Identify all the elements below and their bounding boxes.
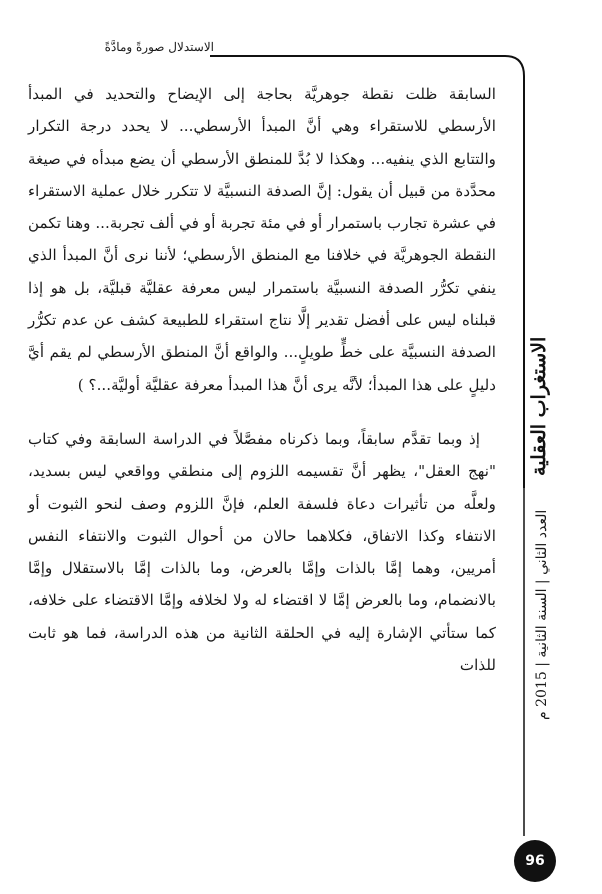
running-header: الاستدلال صورةً ومادَّةً (104, 40, 214, 54)
paragraph-2: إذ وبما تقدَّم سابقاً، وبما ذكرناه مفصَّلاً في الدراسة السابقة وفي كتاب "نهج العقل"، يظهر أنَّ تقسيمه اللزوم إلى منطقي وواقعي ليس بسديد، ولعلَّه من تأثيرات دعاة فلسفة العلم، فإنَّ اللزوم وصف لنحو الثبوت أو الانتفاء وكذا الاتفاق، فكلاهما حالان من أحوال الثبوت والانتفاء النفس أمريين، وهما إمَّا بالذات وإمَّا بالعرض، وما بالذات إمَّا بالاستقلال وإمَّا بالانضمام، وما بالعرض إمَّا لا اقتضاء له ولا لخلافه وإمَّا الاقتضاء على خلافه، كما ستأتي الإشارة إليه في الحلقة الثانية من هذه الدراسة، فما هو ثابت للذات (28, 429, 496, 675)
body-text (28, 78, 496, 681)
issue-info: العدد الثاني | السنة الثانية | 2015 م (534, 510, 550, 721)
journal-logo: الاستغراب العقلية (528, 336, 550, 476)
paragraph-1: السابقة ظلت نقطة جوهريَّة بحاجة إلى الإيضاح والتحديد في المبدأ الأرسطي للاستقراء وهي أنَّ المبدأ الأرسطي... لا يحدد درجة التكرار والتتابع الذي ينفيه... وهكذا لا بُدَّ للمنطق الأرسطي أن يضع مبدأه في صيغة محدَّدة من قبيل أن يقول: إنَّ الصدفة النسبيَّة لا تتكرر خلال عملية الاستقراء في عشرة تجارب باستمرار أو في مئة تجربة أو في ألف تجربة... وهنا تكمن النقطة الجوهريَّة في خلافنا مع المنطق الأرسطي؛ لأننا نرى أنَّ المبدأ الذي ينفي تكرُّر الصدفة النسبيَّة باستمرار ليس معرفة عقليَّة قبليَّة، بل هو إذا قبلناه ليس على أفضل تقدير إلَّا نتاج استقراء للطبيعة كشف عن عدم تكرُّر الصدفة النسبيَّة على خطٍّ طويلٍ... والواقع أنَّ المنطق الأرسطي لم يقم أيَّ دليلٍ على هذا المبدأ؛ لأنَّه يرى أنَّ هذا المبدأ معرفة عقليَّة أوليَّة...؟ ) (28, 85, 496, 394)
page-number-badge: 96 (514, 840, 556, 882)
